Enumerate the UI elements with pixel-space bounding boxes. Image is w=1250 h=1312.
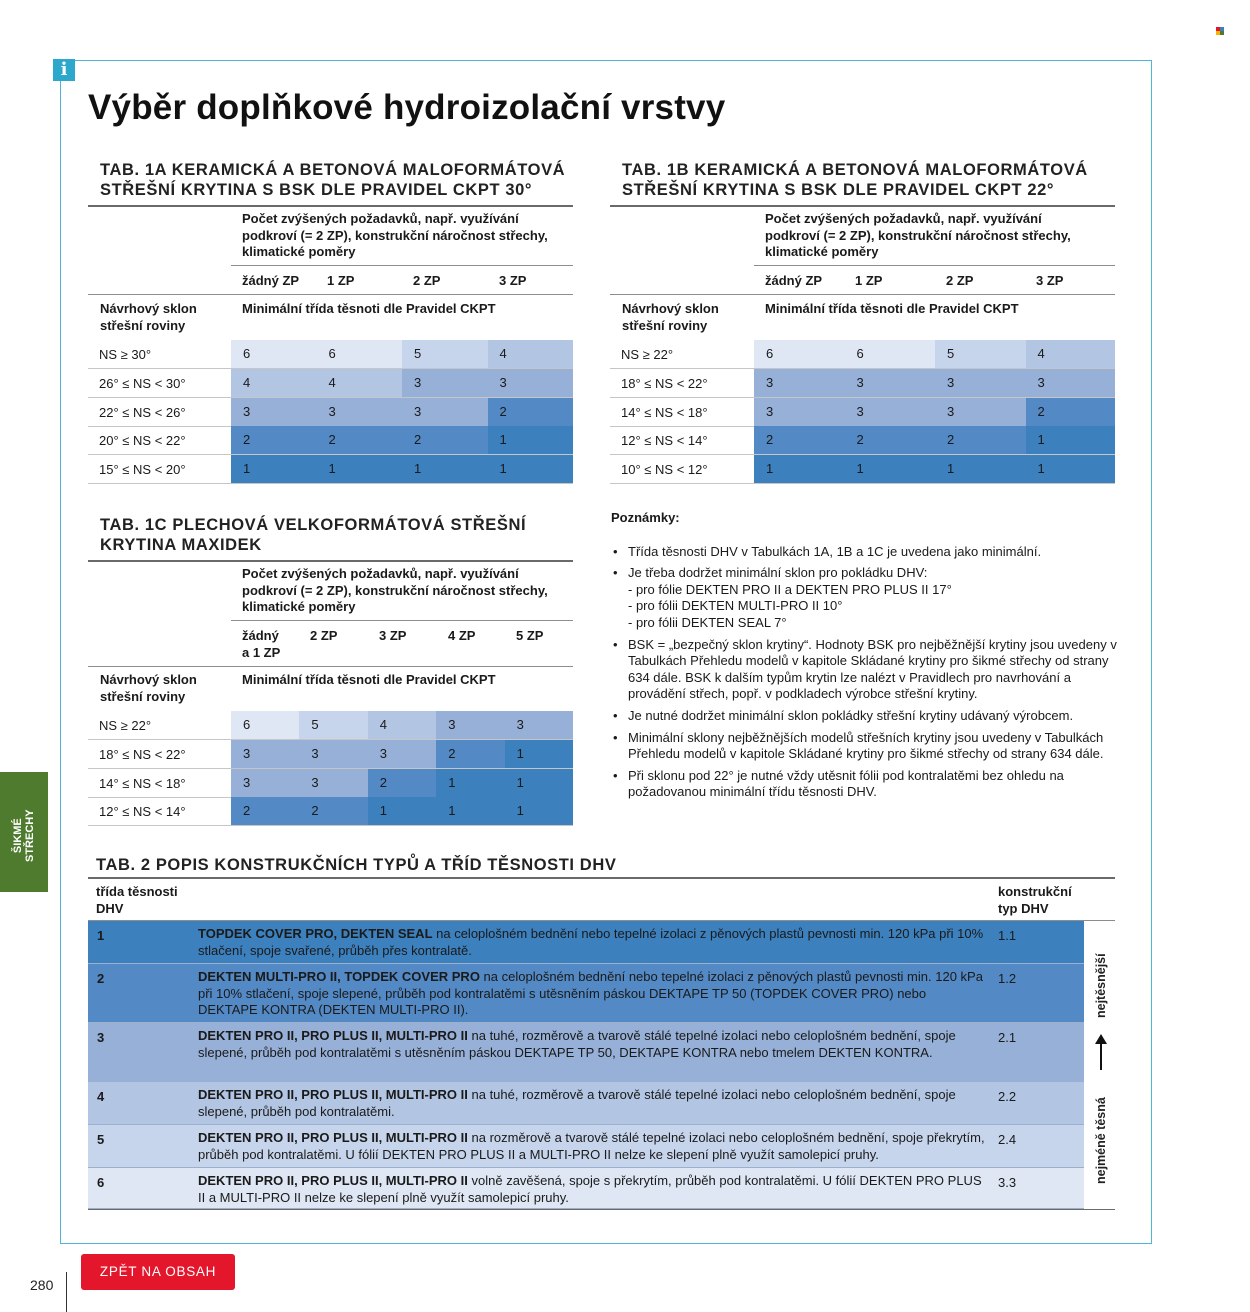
section-side-tab-label-line1: ŠIKMÉ bbox=[12, 818, 24, 854]
slope-range: 20° ≤ NS < 22° bbox=[99, 433, 186, 449]
description-text: na tuhé, rozměrově a tvarově stálé tepelné izolaci nebo celoplošném bednění, spoje slepené, průběh pod kontralatěmi. bbox=[198, 1087, 956, 1119]
class-cell: 2 bbox=[368, 769, 436, 797]
divider bbox=[88, 294, 573, 295]
table-row bbox=[88, 340, 573, 369]
slope-label-line2: střešní roviny bbox=[100, 317, 186, 333]
table-1b-title bbox=[622, 160, 1088, 200]
product-names: DEKTEN PRO II, PRO PLUS II, MULTI-PRO II bbox=[198, 1173, 468, 1188]
class-cell: 1 bbox=[845, 455, 936, 483]
tightness-class: 5 bbox=[97, 1132, 105, 1147]
column-header: 1 ZP bbox=[855, 273, 883, 288]
slope-label-line1: Návrhový sklon bbox=[100, 672, 197, 687]
table-1c-title bbox=[100, 515, 526, 555]
class-cell: 1 bbox=[488, 426, 574, 454]
table-1a-title bbox=[100, 160, 565, 200]
slope-range: NS ≥ 30° bbox=[99, 347, 152, 362]
row-divider bbox=[88, 483, 573, 484]
class-cell: 3 bbox=[436, 711, 504, 739]
table-row bbox=[88, 369, 573, 398]
class-cell: 1 bbox=[436, 797, 504, 825]
class-cell: 2 bbox=[935, 426, 1026, 454]
slope-label-line1: Návrhový sklon bbox=[100, 301, 197, 316]
note-subitem: - pro fólii DEKTEN MULTI-PRO II 10° bbox=[628, 598, 843, 614]
class-cell: 2 bbox=[1026, 398, 1116, 426]
table-row bbox=[88, 769, 573, 798]
scale-label-bottom: nejméně těsná bbox=[1094, 1097, 1108, 1184]
divider bbox=[88, 205, 573, 207]
type-column-header-line2: typ DHV bbox=[998, 900, 1049, 916]
construction-type: 2.1 bbox=[998, 1030, 1017, 1045]
product-names: DEKTEN MULTI-PRO II, TOPDEK COVER PRO bbox=[198, 969, 480, 984]
slope-label-line2: střešní roviny bbox=[100, 688, 186, 704]
construction-type: 2.4 bbox=[998, 1132, 1017, 1147]
divider bbox=[88, 877, 1115, 879]
min-class-label: Minimální třída těsnoti dle Pravidel CKPT bbox=[242, 301, 496, 316]
tightness-class: 4 bbox=[97, 1089, 105, 1104]
class-description bbox=[198, 926, 988, 959]
type-column-header bbox=[998, 884, 1072, 917]
notes-heading: Poznámky: bbox=[611, 510, 680, 525]
requirements-header-line1: Počet zvýšených požadavků, např. využívání bbox=[242, 566, 519, 581]
class-cell: 3 bbox=[231, 740, 299, 768]
divider bbox=[231, 265, 573, 266]
requirements-header bbox=[242, 211, 548, 261]
requirements-header-line2: podkroví (= 2 ZP), konstrukční náročnost střechy, bbox=[242, 227, 548, 243]
slope-range: NS ≥ 22° bbox=[99, 718, 152, 733]
class-cell: 2 bbox=[317, 426, 403, 454]
tightness-class: 2 bbox=[97, 971, 105, 986]
note-item-intro: • Je třeba dodržet minimální sklon pro pokládku DHV: bbox=[628, 565, 928, 581]
product-names: DEKTEN PRO II, PRO PLUS II, MULTI-PRO II bbox=[198, 1087, 468, 1102]
note-item: • Při sklonu pod 22° je nutné vždy utěsnit fólii pod kontralatěmi bez ohledu na požadovanou minimální třídu těsnosti DHV. bbox=[611, 768, 1131, 801]
class-cell: 5 bbox=[402, 340, 488, 368]
class-cell: 1 bbox=[488, 455, 574, 483]
page-title: Výběr doplňkové hydroizolační vrstvy bbox=[88, 88, 726, 127]
table-1b-title-line1: TAB. 1B KERAMICKÁ A BETONOVÁ MALOFORMÁTOVÁ bbox=[622, 161, 1088, 179]
class-description bbox=[198, 969, 988, 1019]
class-cell: 6 bbox=[231, 711, 299, 739]
class-cell: 3 bbox=[231, 398, 317, 426]
table-row bbox=[88, 921, 1084, 964]
column-header: žádný ZP bbox=[242, 273, 300, 288]
slope-label bbox=[100, 301, 197, 334]
table-row bbox=[88, 455, 573, 484]
class-cell: 3 bbox=[845, 398, 936, 426]
class-cell: 1 bbox=[368, 797, 436, 825]
class-cell: 5 bbox=[299, 711, 367, 739]
slope-range: 22° ≤ NS < 26° bbox=[99, 404, 186, 420]
class-cell: 4 bbox=[317, 369, 403, 397]
product-names: DEKTEN PRO II, PRO PLUS II, MULTI-PRO II bbox=[198, 1130, 468, 1145]
requirements-header-line3: klimatické poměry bbox=[242, 599, 356, 614]
slope-label-line1: Návrhový sklon bbox=[622, 301, 719, 316]
scale-label-top: nejtěsnější bbox=[1094, 953, 1108, 1018]
class-cell: 1 bbox=[317, 455, 403, 483]
row-divider bbox=[610, 483, 1115, 484]
column-header: 4 ZP bbox=[448, 628, 476, 643]
slope-range: 10° ≤ NS < 12° bbox=[621, 462, 708, 478]
table-2-title: TAB. 2 POPIS KONSTRUKČNÍCH TYPŮ A TŘÍD TĚSNOSTI DHV bbox=[96, 856, 617, 874]
class-description bbox=[198, 1173, 988, 1206]
class-cell: 3 bbox=[368, 740, 436, 768]
requirements-header bbox=[242, 566, 548, 616]
slope-range: 26° ≤ NS < 30° bbox=[99, 375, 186, 391]
construction-type: 2.2 bbox=[998, 1089, 1017, 1104]
class-cell: 3 bbox=[754, 398, 845, 426]
class-cell: 3 bbox=[299, 740, 367, 768]
class-cell: 2 bbox=[845, 426, 936, 454]
table-row bbox=[88, 426, 573, 455]
class-cell: 2 bbox=[754, 426, 845, 454]
class-description bbox=[198, 1087, 988, 1120]
column-header-line1: žádný bbox=[242, 628, 279, 643]
slope-range: 18° ≤ NS < 22° bbox=[621, 375, 708, 391]
table-row bbox=[88, 1168, 1084, 1209]
divider bbox=[231, 620, 573, 621]
class-cell: 3 bbox=[317, 398, 403, 426]
class-cell: 2 bbox=[299, 797, 367, 825]
class-cell: 3 bbox=[935, 398, 1026, 426]
table-row bbox=[88, 964, 1084, 1023]
table-row bbox=[88, 398, 573, 427]
requirements-header-line1: Počet zvýšených požadavků, např. využívání bbox=[765, 211, 1042, 226]
column-header: 2 ZP bbox=[413, 273, 441, 288]
column-header bbox=[242, 628, 280, 661]
class-cell: 6 bbox=[231, 340, 317, 368]
class-cell: 2 bbox=[402, 426, 488, 454]
table-row bbox=[610, 369, 1115, 398]
divider bbox=[88, 560, 573, 562]
class-column-header bbox=[96, 884, 178, 917]
column-header: 5 ZP bbox=[516, 628, 544, 643]
class-cell: 3 bbox=[231, 769, 299, 797]
class-cell: 4 bbox=[1026, 340, 1116, 368]
class-cell: 6 bbox=[845, 340, 936, 368]
min-class-label: Minimální třída těsnoti dle Pravidel CKPT bbox=[242, 672, 496, 687]
page-number-bar bbox=[66, 1272, 67, 1312]
note-subitem: - pro fólie DEKTEN PRO II a DEKTEN PRO PLUS II 17° bbox=[628, 581, 952, 597]
column-header: 1 ZP bbox=[327, 273, 355, 288]
slope-range: 14° ≤ NS < 18° bbox=[99, 775, 186, 791]
slope-range: NS ≥ 22° bbox=[621, 347, 674, 362]
class-cell: 1 bbox=[505, 769, 573, 797]
page-number: 280 bbox=[30, 1277, 54, 1293]
class-cell: 3 bbox=[402, 369, 488, 397]
class-cell: 1 bbox=[436, 769, 504, 797]
slope-range: 12° ≤ NS < 14° bbox=[621, 433, 708, 449]
table-row bbox=[88, 711, 573, 740]
column-header: 3 ZP bbox=[499, 273, 527, 288]
requirements-header bbox=[765, 211, 1071, 261]
corner-logo-icon bbox=[1216, 27, 1226, 35]
note-item: • Minimální sklony nejběžnějších modelů střešních krytiny jsou uvedeny v Tabulkách Přehledu modelů v kapitole Skládané krytiny pro šikmé střechy od strany 634 dále. bbox=[611, 730, 1131, 763]
table-row bbox=[88, 740, 573, 769]
requirements-header-line3: klimatické poměry bbox=[242, 244, 356, 259]
requirements-header-line1: Počet zvýšených požadavků, např. využívání bbox=[242, 211, 519, 226]
divider bbox=[754, 265, 1115, 266]
description-text: na celoplošném bednění nebo tepelné izolaci z pěnových plastů pevnosti min. 120 kPa při 10% stlačení, spoje svařené, průběh přes kontralatě. bbox=[198, 926, 984, 958]
table-row bbox=[610, 455, 1115, 484]
class-cell: 3 bbox=[299, 769, 367, 797]
class-cell: 6 bbox=[754, 340, 845, 368]
note-item: • BSK = „bezpečný sklon krytiny“. Hodnoty BSK pro nejběžnější krytiny jsou uvedeny v Tabulkách Přehledu modelů v kapitole Skládané krytiny pro šikmé střechy od strany 634 dále. BSK k dalším typům krytin lze nalézt v Pravidlech pro navrhování a provádění střech, popř. v podkladech výrobce střešní krytiny. bbox=[611, 637, 1131, 703]
divider bbox=[88, 1209, 1115, 1210]
class-description bbox=[198, 1028, 988, 1061]
table-1b-title-line2: STŘEŠNÍ KRYTINA S BSK DLE PRAVIDEL CKPT 22° bbox=[622, 181, 1055, 199]
tightness-class: 1 bbox=[97, 928, 105, 943]
class-cell: 3 bbox=[402, 398, 488, 426]
class-cell: 1 bbox=[1026, 455, 1116, 483]
class-cell: 1 bbox=[231, 455, 317, 483]
class-cell: 2 bbox=[231, 426, 317, 454]
slope-label bbox=[100, 672, 197, 705]
column-header: 2 ZP bbox=[310, 628, 338, 643]
section-side-tab-label-line2: STŘECHY bbox=[24, 809, 36, 862]
table-row bbox=[610, 398, 1115, 427]
class-cell: 4 bbox=[368, 711, 436, 739]
slope-range: 15° ≤ NS < 20° bbox=[99, 462, 186, 478]
class-cell: 4 bbox=[231, 369, 317, 397]
description-text: na celoplošném bednění nebo tepelné izolaci z pěnových plastů pevnosti min. 120 kPa při 10% stlačení, spoje slepené, průběh pod kontralatěmi s utěsněním páskou DEKTAPE TP 50 (TOPDEK COVER PRO) nebo DEKTAPE KONTRA (DEKTEN MULTI-PRO II). bbox=[198, 969, 983, 1017]
min-class-label: Minimální třída těsnoti dle Pravidel CKPT bbox=[765, 301, 1019, 316]
tightness-class: 3 bbox=[97, 1030, 105, 1045]
class-cell: 3 bbox=[505, 711, 573, 739]
class-cell: 2 bbox=[488, 398, 574, 426]
description-text: na rozměrově a tvarově stálé tepelné izolaci nebo celoplošném bednění, spoje překrytím, průběh pod kontralatěmi. U fólií DEKTEN PRO PLUS II a MULTI-PRO II nelze ke slepení plně využít samolepicí pruhy. bbox=[198, 1130, 985, 1162]
construction-type: 3.3 bbox=[998, 1175, 1017, 1190]
note-item bbox=[611, 565, 1131, 631]
class-cell: 1 bbox=[402, 455, 488, 483]
class-cell: 3 bbox=[935, 369, 1026, 397]
slope-label bbox=[622, 301, 719, 334]
slope-range: 14° ≤ NS < 18° bbox=[621, 404, 708, 420]
info-icon: i bbox=[53, 59, 75, 81]
tightness-class: 6 bbox=[97, 1175, 105, 1190]
class-column-header-line1: třída těsnosti bbox=[96, 884, 178, 899]
type-column-header-line1: konstrukční bbox=[998, 884, 1072, 899]
class-description bbox=[198, 1130, 988, 1163]
table-1c-title-line2: KRYTINA MAXIDEK bbox=[100, 536, 262, 554]
construction-type: 1.1 bbox=[998, 928, 1017, 943]
product-names: TOPDEK COVER PRO, DEKTEN SEAL bbox=[198, 926, 433, 941]
description-text: volně zavěšená, spoje s překrytím, průběh pod kontralatěmi. U fólií DEKTEN PRO PLUS II a MULTI-PRO II nelze ke slepení plně využít samolepicí pruhy. bbox=[198, 1173, 982, 1205]
requirements-header-line2: podkroví (= 2 ZP), konstrukční náročnost střechy, bbox=[765, 227, 1071, 243]
note-item: • Třída těsnosti DHV v Tabulkách 1A, 1B a 1C je uvedena jako minimální. bbox=[611, 544, 1131, 561]
column-header: 3 ZP bbox=[1036, 273, 1064, 288]
class-column-header-line2: DHV bbox=[96, 900, 124, 916]
class-cell: 2 bbox=[231, 797, 299, 825]
table-1a-title-line1: TAB. 1A KERAMICKÁ A BETONOVÁ MALOFORMÁTOVÁ bbox=[100, 161, 566, 179]
arrow-shaft bbox=[1100, 1042, 1102, 1070]
notes bbox=[611, 510, 1131, 806]
class-cell: 1 bbox=[505, 797, 573, 825]
table-row bbox=[88, 1023, 1084, 1082]
column-header: 2 ZP bbox=[946, 273, 974, 288]
class-cell: 2 bbox=[436, 740, 504, 768]
column-header: 3 ZP bbox=[379, 628, 407, 643]
slope-label-line2: střešní roviny bbox=[622, 317, 708, 333]
class-cell: 3 bbox=[754, 369, 845, 397]
note-item: • Je nutné dodržet minimální sklon pokládky střešní krytiny udávaný výrobcem. bbox=[611, 708, 1131, 725]
requirements-header-line3: klimatické poměry bbox=[765, 244, 879, 259]
notes-list bbox=[611, 544, 1131, 801]
requirements-header-line2: podkroví (= 2 ZP), konstrukční náročnost střechy, bbox=[242, 582, 548, 598]
construction-type: 1.2 bbox=[998, 971, 1017, 986]
column-header-line2: a 1 ZP bbox=[242, 644, 281, 660]
table-row bbox=[610, 426, 1115, 455]
class-cell: 1 bbox=[754, 455, 845, 483]
class-cell: 3 bbox=[488, 369, 574, 397]
section-side-tab-label bbox=[12, 809, 36, 862]
column-header: žádný ZP bbox=[765, 273, 823, 288]
divider bbox=[610, 205, 1115, 207]
class-cell: 6 bbox=[317, 340, 403, 368]
divider bbox=[610, 294, 1115, 295]
slope-range: 18° ≤ NS < 22° bbox=[99, 746, 186, 762]
class-cell: 1 bbox=[935, 455, 1026, 483]
table-row bbox=[88, 1125, 1084, 1168]
class-cell: 1 bbox=[505, 740, 573, 768]
class-cell: 1 bbox=[1026, 426, 1116, 454]
table-row bbox=[610, 340, 1115, 369]
back-to-contents-button[interactable]: ZPĚT NA OBSAH bbox=[81, 1254, 235, 1290]
divider bbox=[88, 666, 573, 667]
product-names: DEKTEN PRO II, PRO PLUS II, MULTI-PRO II bbox=[198, 1028, 468, 1043]
description-text: na tuhé, rozměrově a tvarově stálé tepelné izolaci nebo celoplošném bednění, spoje slepené, průběh pod kontralatěmi s utěsněním páskou DEKTAPE TP 50, DEKTAPE KONTRA nebo tmelem DEKTEN KONTRA. bbox=[198, 1028, 956, 1060]
table-1c-title-line1: TAB. 1C PLECHOVÁ VELKOFORMÁTOVÁ STŘEŠNÍ bbox=[100, 516, 527, 534]
class-cell: 3 bbox=[1026, 369, 1116, 397]
class-cell: 5 bbox=[935, 340, 1026, 368]
table-1a-title-line2: STŘEŠNÍ KRYTINA S BSK DLE PRAVIDEL CKPT 30° bbox=[100, 181, 533, 199]
note-subitem: - pro fólii DEKTEN SEAL 7° bbox=[628, 614, 787, 630]
table-row bbox=[88, 1082, 1084, 1125]
slope-range: 12° ≤ NS < 14° bbox=[99, 804, 186, 820]
table-row bbox=[88, 797, 573, 826]
class-cell: 4 bbox=[488, 340, 574, 368]
class-cell: 3 bbox=[845, 369, 936, 397]
row-divider bbox=[88, 825, 573, 826]
